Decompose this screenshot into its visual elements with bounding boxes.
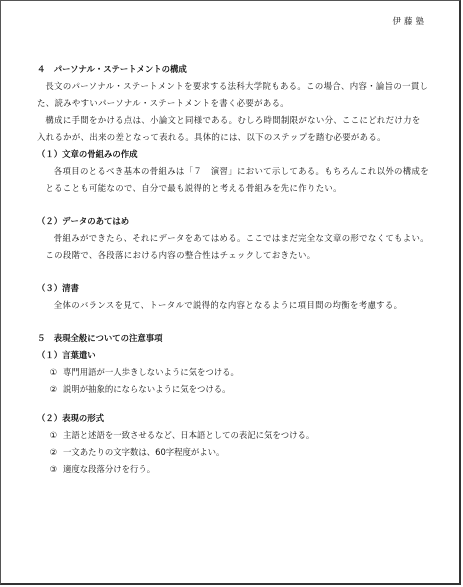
section-4-paragraph-2: 構成に手間をかける点は、小論文と同様である。むしろ時間制限がない分、ここにどれだけ力を入れるかが、出来の差となって表れる。具体的には、以下のステップを踏む必要がある。 [37,115,421,142]
section-5-heading: ５ 表現全般についての注意事項 [37,333,163,343]
subsection-5-1-heading: （１）言葉遣い [37,350,96,360]
header-author: 伊藤塾 [392,17,427,27]
document-body [37,61,429,478]
list-item-number: ① [49,367,58,377]
section-4-heading: ４ パーソナル・ステートメントの構成 [37,64,187,74]
subsection-5-2-heading: （２）表現の形式 [37,413,104,423]
subsection-4-3-text: 全体のバランスを見て、トータルで説得的な内容となるように項目間の均衡を考慮する。 [53,300,403,310]
list-item-number: ③ [49,464,58,474]
list-item [37,427,429,444]
subsection-4-2-text: 骨組みができたら、それにデータをあてはめる。ここではまだ完全な文章の形でなくてもよい。この段階で、各段落における内容の整合性はチェックしておきたい。 [45,233,429,260]
list-item [37,461,429,478]
list-item-number: ① [49,430,58,440]
list-item-text: 専門用語が一人歩きしないように気をつける。 [63,367,239,377]
list-item-text: 適度な段落分けを行う。 [63,464,156,474]
list-item-text: 説明が抽象的にならないように気をつける。 [63,384,231,394]
subsection-4-3-heading: （３）清書 [37,283,79,293]
list-item-text: 主語と述語を一致させるなど、日本語としての表記に気をつける。 [63,430,315,440]
list-item-number: ② [49,447,58,457]
subsection-4-1-text: 各項目のとるべき基本の骨組みは「７ 演習」において示してある。もちろんこれ以外の構成をとることも可能なので、自分で最も説得的と考える骨組みを先に作りたい。 [45,166,429,193]
section-4-paragraph-1: 長文のパーソナル・ステートメントを要求する法科大学院もある。この場合、内容・論旨の一貫した、読みやすいパーソナル・ステートメントを書く必要がある。 [37,81,429,108]
subsection-4-1-heading: （１）文章の骨組みの作成 [37,149,138,159]
subsection-4-2-heading: （２）データのあてはめ [37,216,130,226]
list-item-number: ② [49,384,58,394]
list-item [37,444,429,461]
list-item-text: 一文あたりの文字数は、60字程度がよい。 [63,447,225,457]
list-item [37,381,429,398]
list-item [37,364,429,381]
